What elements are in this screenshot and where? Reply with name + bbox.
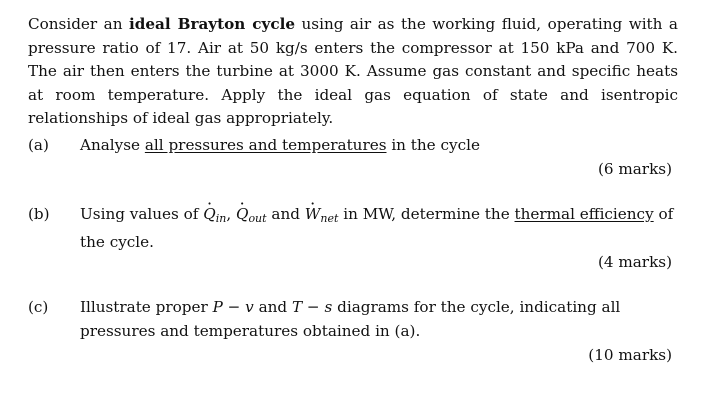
question-a-text: [80, 134, 676, 158]
intro-text-start: Consider an: [28, 15, 129, 33]
question-b-comma: ,: [226, 205, 236, 223]
question-a-label: (a): [28, 136, 49, 154]
question-b-text: [80, 203, 676, 254]
question-c: [28, 296, 680, 376]
pv-diagram-term: P − v: [212, 298, 254, 316]
question-b-marks: (4 marks): [597, 253, 672, 271]
q-out-subscript: out: [248, 212, 267, 225]
intro-bold-term: ideal Brayton cycle: [129, 15, 296, 33]
question-b: [28, 203, 680, 283]
ts-diagram-term: T − s: [291, 298, 333, 316]
question-a-marks: (6 marks): [597, 160, 672, 178]
question-a-pre: Analyse: [80, 136, 145, 154]
question-c-marks: (10 marks): [588, 346, 672, 364]
question-b-mid: in MW, determine the: [338, 205, 515, 223]
intro-text-rest: using air as the working fluid, operating with a pressure ratio of 17. Air at 50 kg/s enters the compressor at 150 kPa and 700 K. The air then enters the turbine at 3000 K. Assume gas constant and specific heats at room temperature. Apply the ideal gas equation of state and isentropic relationships of ideal gas appropriately.: [28, 15, 678, 127]
question-b-and: and: [266, 205, 305, 223]
question-b-pre: Using values of: [80, 205, 204, 223]
question-c-and: and: [253, 298, 292, 316]
question-a: [28, 134, 680, 194]
question-c-label: (c): [28, 298, 49, 316]
problem-statement: [28, 13, 678, 131]
question-b-label: (b): [28, 205, 50, 223]
question-a-underlined: all pressures and temperatures: [144, 136, 387, 154]
question-c-post: diagrams for the cycle, indicating all pressures and temperatures obtained in (a).: [80, 298, 621, 340]
question-c-text: [80, 296, 676, 343]
w-dot-symbol: · W: [305, 203, 321, 227]
w-net-subscript: net: [320, 212, 339, 225]
question-c-pre: Illustrate proper: [80, 298, 213, 316]
question-b-post: of the cycle.: [80, 205, 674, 251]
q-dot-symbol: · Q: [203, 203, 215, 227]
question-a-post: in the cycle: [386, 136, 480, 154]
q-in-subscript: in: [215, 212, 227, 225]
question-b-underlined: thermal efficiency: [514, 205, 654, 223]
q-dot-symbol-2: · Q: [236, 203, 248, 227]
